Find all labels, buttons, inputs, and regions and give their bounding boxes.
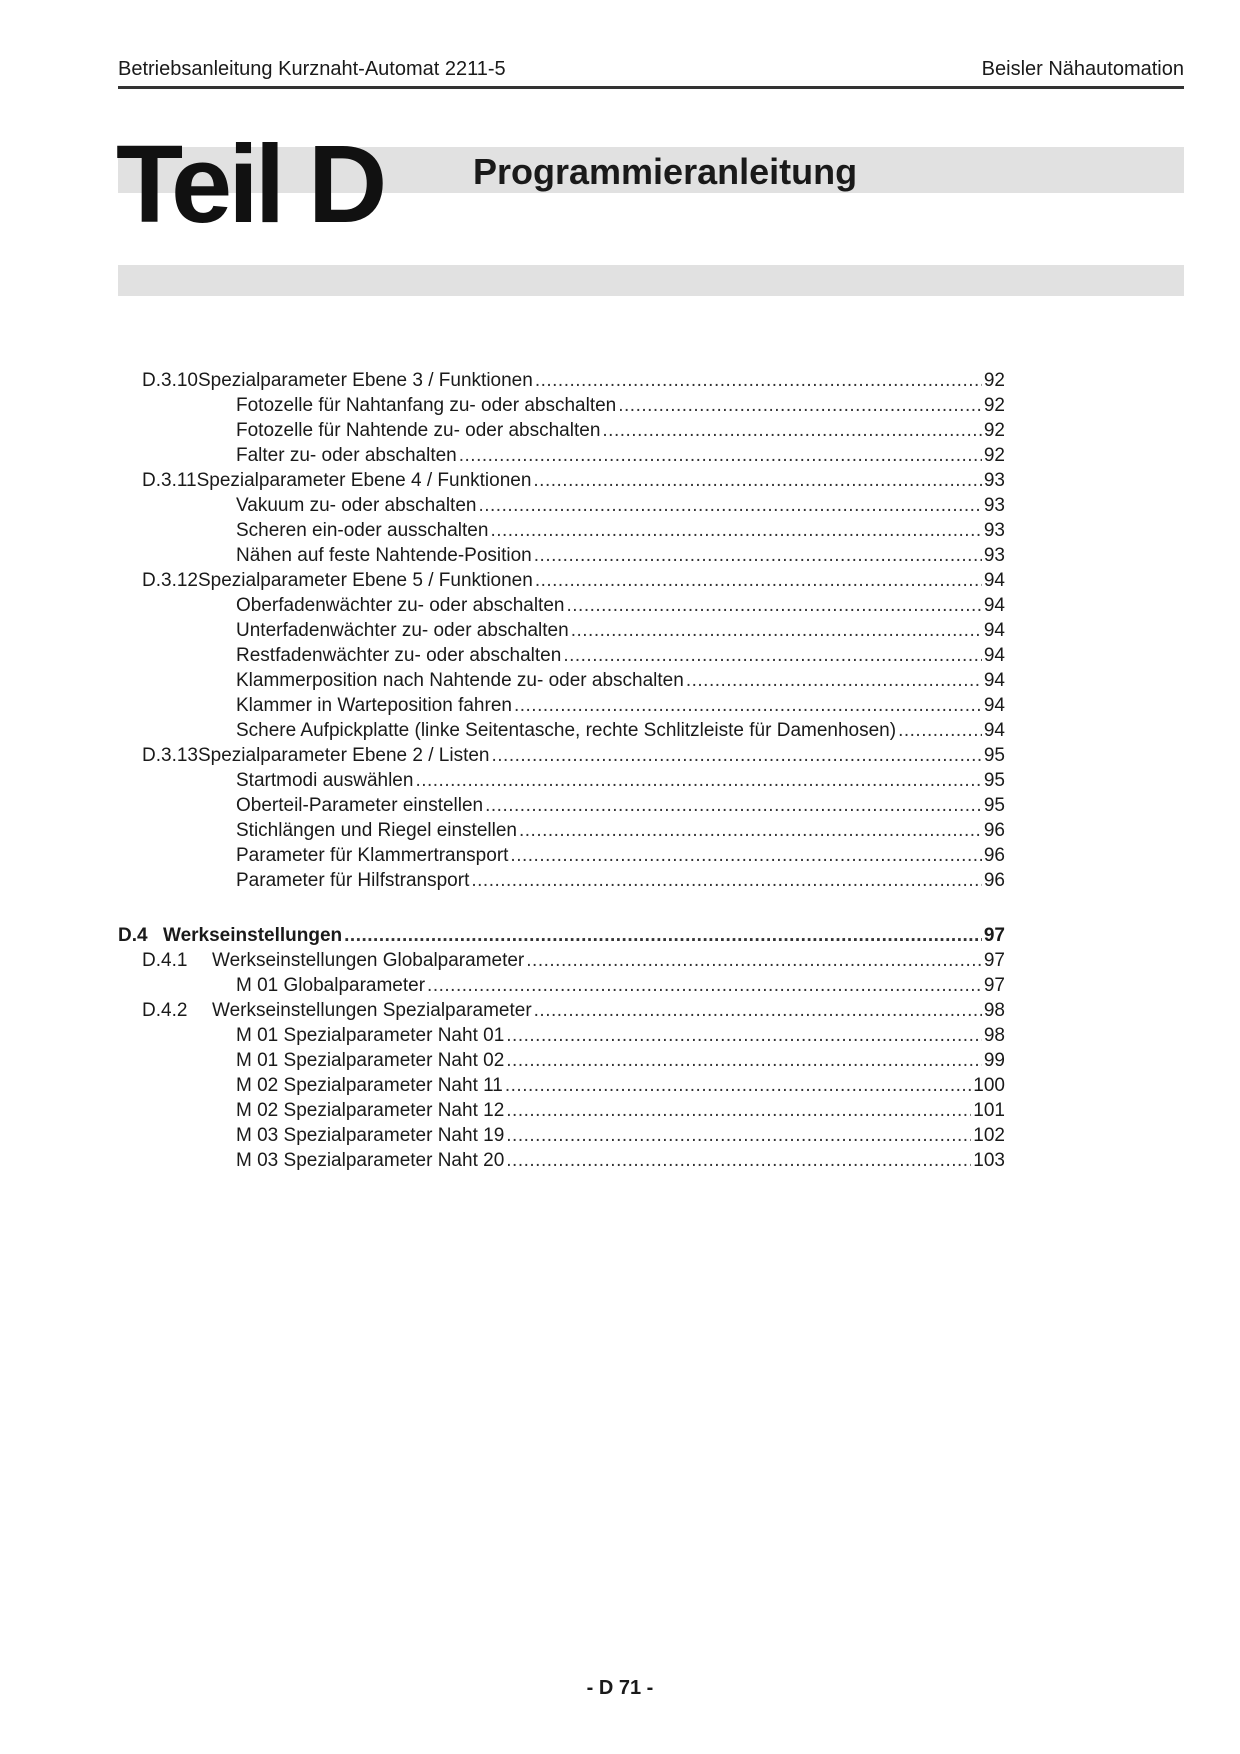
toc-entry [118,948,1005,973]
toc-entry [118,1098,1005,1123]
toc-leader-dots [505,1073,971,1098]
toc-entry-title: Oberteil-Parameter einstellen [236,795,484,816]
toc-entry [118,1048,1005,1073]
toc-leader-dots [471,868,982,893]
toc-entry [118,468,1005,493]
toc-entry-title: Fotozelle für Nahtanfang zu- oder abschalten [236,395,617,416]
toc-entry-page: 97 [983,925,1005,946]
page-header [118,56,1184,89]
toc-entry-title: Parameter für Klammertransport [236,845,509,866]
toc-leader-dots [534,543,982,568]
toc-entry [118,998,1005,1023]
toc-leader-dots [427,973,982,998]
toc-entry-title: M 01 Spezialparameter Naht 02 [236,1050,505,1071]
toc-entry [118,568,1005,593]
toc-leader-dots [526,948,982,973]
toc-entry [118,923,1005,948]
toc-leader-dots [563,643,982,668]
toc-leader-dots [533,468,981,493]
toc-entry-page: 94 [983,670,1005,691]
toc-leader-dots [485,793,982,818]
toc-spacer [118,893,1005,923]
toc-entry-title: M 02 Spezialparameter Naht 11 [236,1075,503,1096]
toc-entry [118,843,1005,868]
toc-entry-title: Stichlängen und Riegel einstellen [236,820,517,841]
toc-entry [118,393,1005,418]
toc-entry-page: 95 [983,795,1005,816]
toc-entry [118,868,1005,893]
toc-leader-dots [535,568,982,593]
toc-entry-title: Klammer in Warteposition fahren [236,695,512,716]
toc-entry-title: Fotozelle für Nahtende zu- oder abschalten [236,420,601,441]
toc-entry-title: Schere Aufpickplatte (linke Seitentasche, rechte Schlitzleiste für Damenhosen) [236,720,897,741]
toc-entry [118,668,1005,693]
table-of-contents [118,368,1005,1173]
toc-entry-title: Parameter für Hilfstransport [236,870,470,891]
toc-entry-page: 92 [983,395,1005,416]
toc-leader-dots [506,1048,982,1073]
toc-entry [118,793,1005,818]
toc-entry [118,1023,1005,1048]
toc-entry-title: Spezialparameter Ebene 5 / Funktionen [197,570,533,591]
toc-leader-dots [618,393,982,418]
toc-entry-number: D.4.1 [142,950,188,971]
toc-leader-dots [459,443,982,468]
toc-entry-page: 92 [983,370,1005,391]
toc-leader-dots [506,1123,971,1148]
toc-leader-dots [415,768,981,793]
toc-entry-page: 92 [983,445,1005,466]
toc-entry-number: D.3.11 [142,470,197,491]
toc-entry [118,718,1005,743]
toc-leader-dots [602,418,981,443]
toc-entry-title: Restfadenwächter zu- oder abschalten [236,645,562,666]
toc-leader-dots [490,518,981,543]
toc-entry-title: Werkseinstellungen Globalparameter [212,950,525,971]
toc-leader-dots [571,618,982,643]
toc-entry-title: Falter zu- oder abschalten [236,445,457,466]
toc-entry-number: D.3.10 [142,370,198,391]
header-document-title: Betriebsanleitung Kurznaht-Automat 2211-5 [118,58,506,80]
toc-entry-title: Nähen auf feste Nahtende-Position [236,545,532,566]
toc-leader-dots [514,693,982,718]
toc-entry-page: 97 [983,950,1005,971]
toc-entry-page: 101 [973,1100,1005,1121]
toc-entry [118,973,1005,998]
toc-entry [118,1148,1005,1173]
toc-entry-title: Unterfadenwächter zu- oder abschalten [236,620,569,641]
toc-entry-title: Spezialparameter Ebene 4 / Funktionen [196,470,532,491]
toc-entry-title: Spezialparameter Ebene 3 / Funktionen [197,370,533,391]
toc-entry-page: 98 [983,1025,1005,1046]
toc-entry [118,368,1005,393]
toc-entry-page: 92 [983,420,1005,441]
toc-entry-page: 94 [983,720,1005,741]
toc-entry-page: 94 [983,695,1005,716]
toc-leader-dots [510,843,981,868]
toc-entry-title: Werkseinstellungen [163,925,343,946]
toc-entry [118,493,1005,518]
chapter-title: Programmieranleitung [473,151,858,192]
toc-entry-page: 96 [983,870,1005,891]
toc-entry [118,518,1005,543]
toc-entry-number: D.4.2 [142,1000,188,1021]
toc-entry-page: 100 [973,1075,1005,1096]
toc-entry-page: 93 [983,520,1005,541]
toc-entry [118,1073,1005,1098]
toc-entry [118,1123,1005,1148]
page-number: - D 71 - [586,1677,654,1699]
toc-entry-page: 94 [983,645,1005,666]
toc-entry [118,768,1005,793]
toc-entry [118,443,1005,468]
title-band-bottom [118,265,1184,296]
toc-entry-page: 95 [983,770,1005,791]
toc-leader-dots [535,368,982,393]
toc-entry-page: 95 [983,745,1005,766]
toc-entry [118,743,1005,768]
toc-leader-dots [344,923,982,948]
toc-entry-page: 94 [983,570,1005,591]
toc-entry-page: 94 [983,595,1005,616]
toc-entry-title: Startmodi auswählen [236,770,414,791]
toc-entry-title: M 02 Spezialparameter Naht 12 [236,1100,505,1121]
toc-entry [118,618,1005,643]
toc-entry-page: 99 [983,1050,1005,1071]
toc-leader-dots [506,1098,971,1123]
toc-entry-title: M 01 Spezialparameter Naht 01 [236,1025,505,1046]
toc-entry-page: 93 [983,495,1005,516]
toc-entry-title: M 03 Spezialparameter Naht 19 [236,1125,505,1146]
toc-entry-page: 93 [983,470,1005,491]
toc-entry [118,643,1005,668]
toc-leader-dots [519,818,982,843]
toc-leader-dots [506,1023,982,1048]
toc-entry [118,818,1005,843]
toc-entry-page: 96 [983,820,1005,841]
toc-entry-title: Scheren ein-oder ausschalten [236,520,489,541]
toc-entry-number: D.3.12 [142,570,198,591]
toc-leader-dots [478,493,981,518]
toc-entry-page: 94 [983,620,1005,641]
toc-entry-title: Klammerposition nach Nahtende zu- oder abschalten [236,670,684,691]
toc-leader-dots [898,718,982,743]
toc-leader-dots [492,743,982,768]
toc-entry-title: Oberfadenwächter zu- oder abschalten [236,595,565,616]
toc-entry [118,693,1005,718]
toc-entry-title: Vakuum zu- oder abschalten [236,495,477,516]
toc-leader-dots [566,593,981,618]
toc-entry-number: D.3.13 [142,745,198,766]
toc-leader-dots [686,668,982,693]
toc-leader-dots [534,998,982,1023]
toc-entry-page: 93 [983,545,1005,566]
toc-entry [118,418,1005,443]
toc-entry [118,593,1005,618]
header-company: Beisler Nähautomation [981,58,1184,80]
toc-entry-page: 96 [983,845,1005,866]
toc-entry-page: 103 [973,1150,1005,1171]
toc-entry-page: 98 [983,1000,1005,1021]
toc-entry-title: Spezialparameter Ebene 2 / Listen [197,745,490,766]
toc-entry-title: M 01 Globalparameter [236,975,426,996]
part-title: Teil D [116,123,384,246]
toc-entry-number: D.4 [118,925,148,946]
toc-entry [118,543,1005,568]
toc-entry-page: 97 [983,975,1005,996]
toc-entry-title: M 03 Spezialparameter Naht 20 [236,1150,505,1171]
toc-entry-title: Werkseinstellungen Spezialparameter [212,1000,532,1021]
toc-entry-page: 102 [973,1125,1005,1146]
toc-leader-dots [506,1148,971,1173]
